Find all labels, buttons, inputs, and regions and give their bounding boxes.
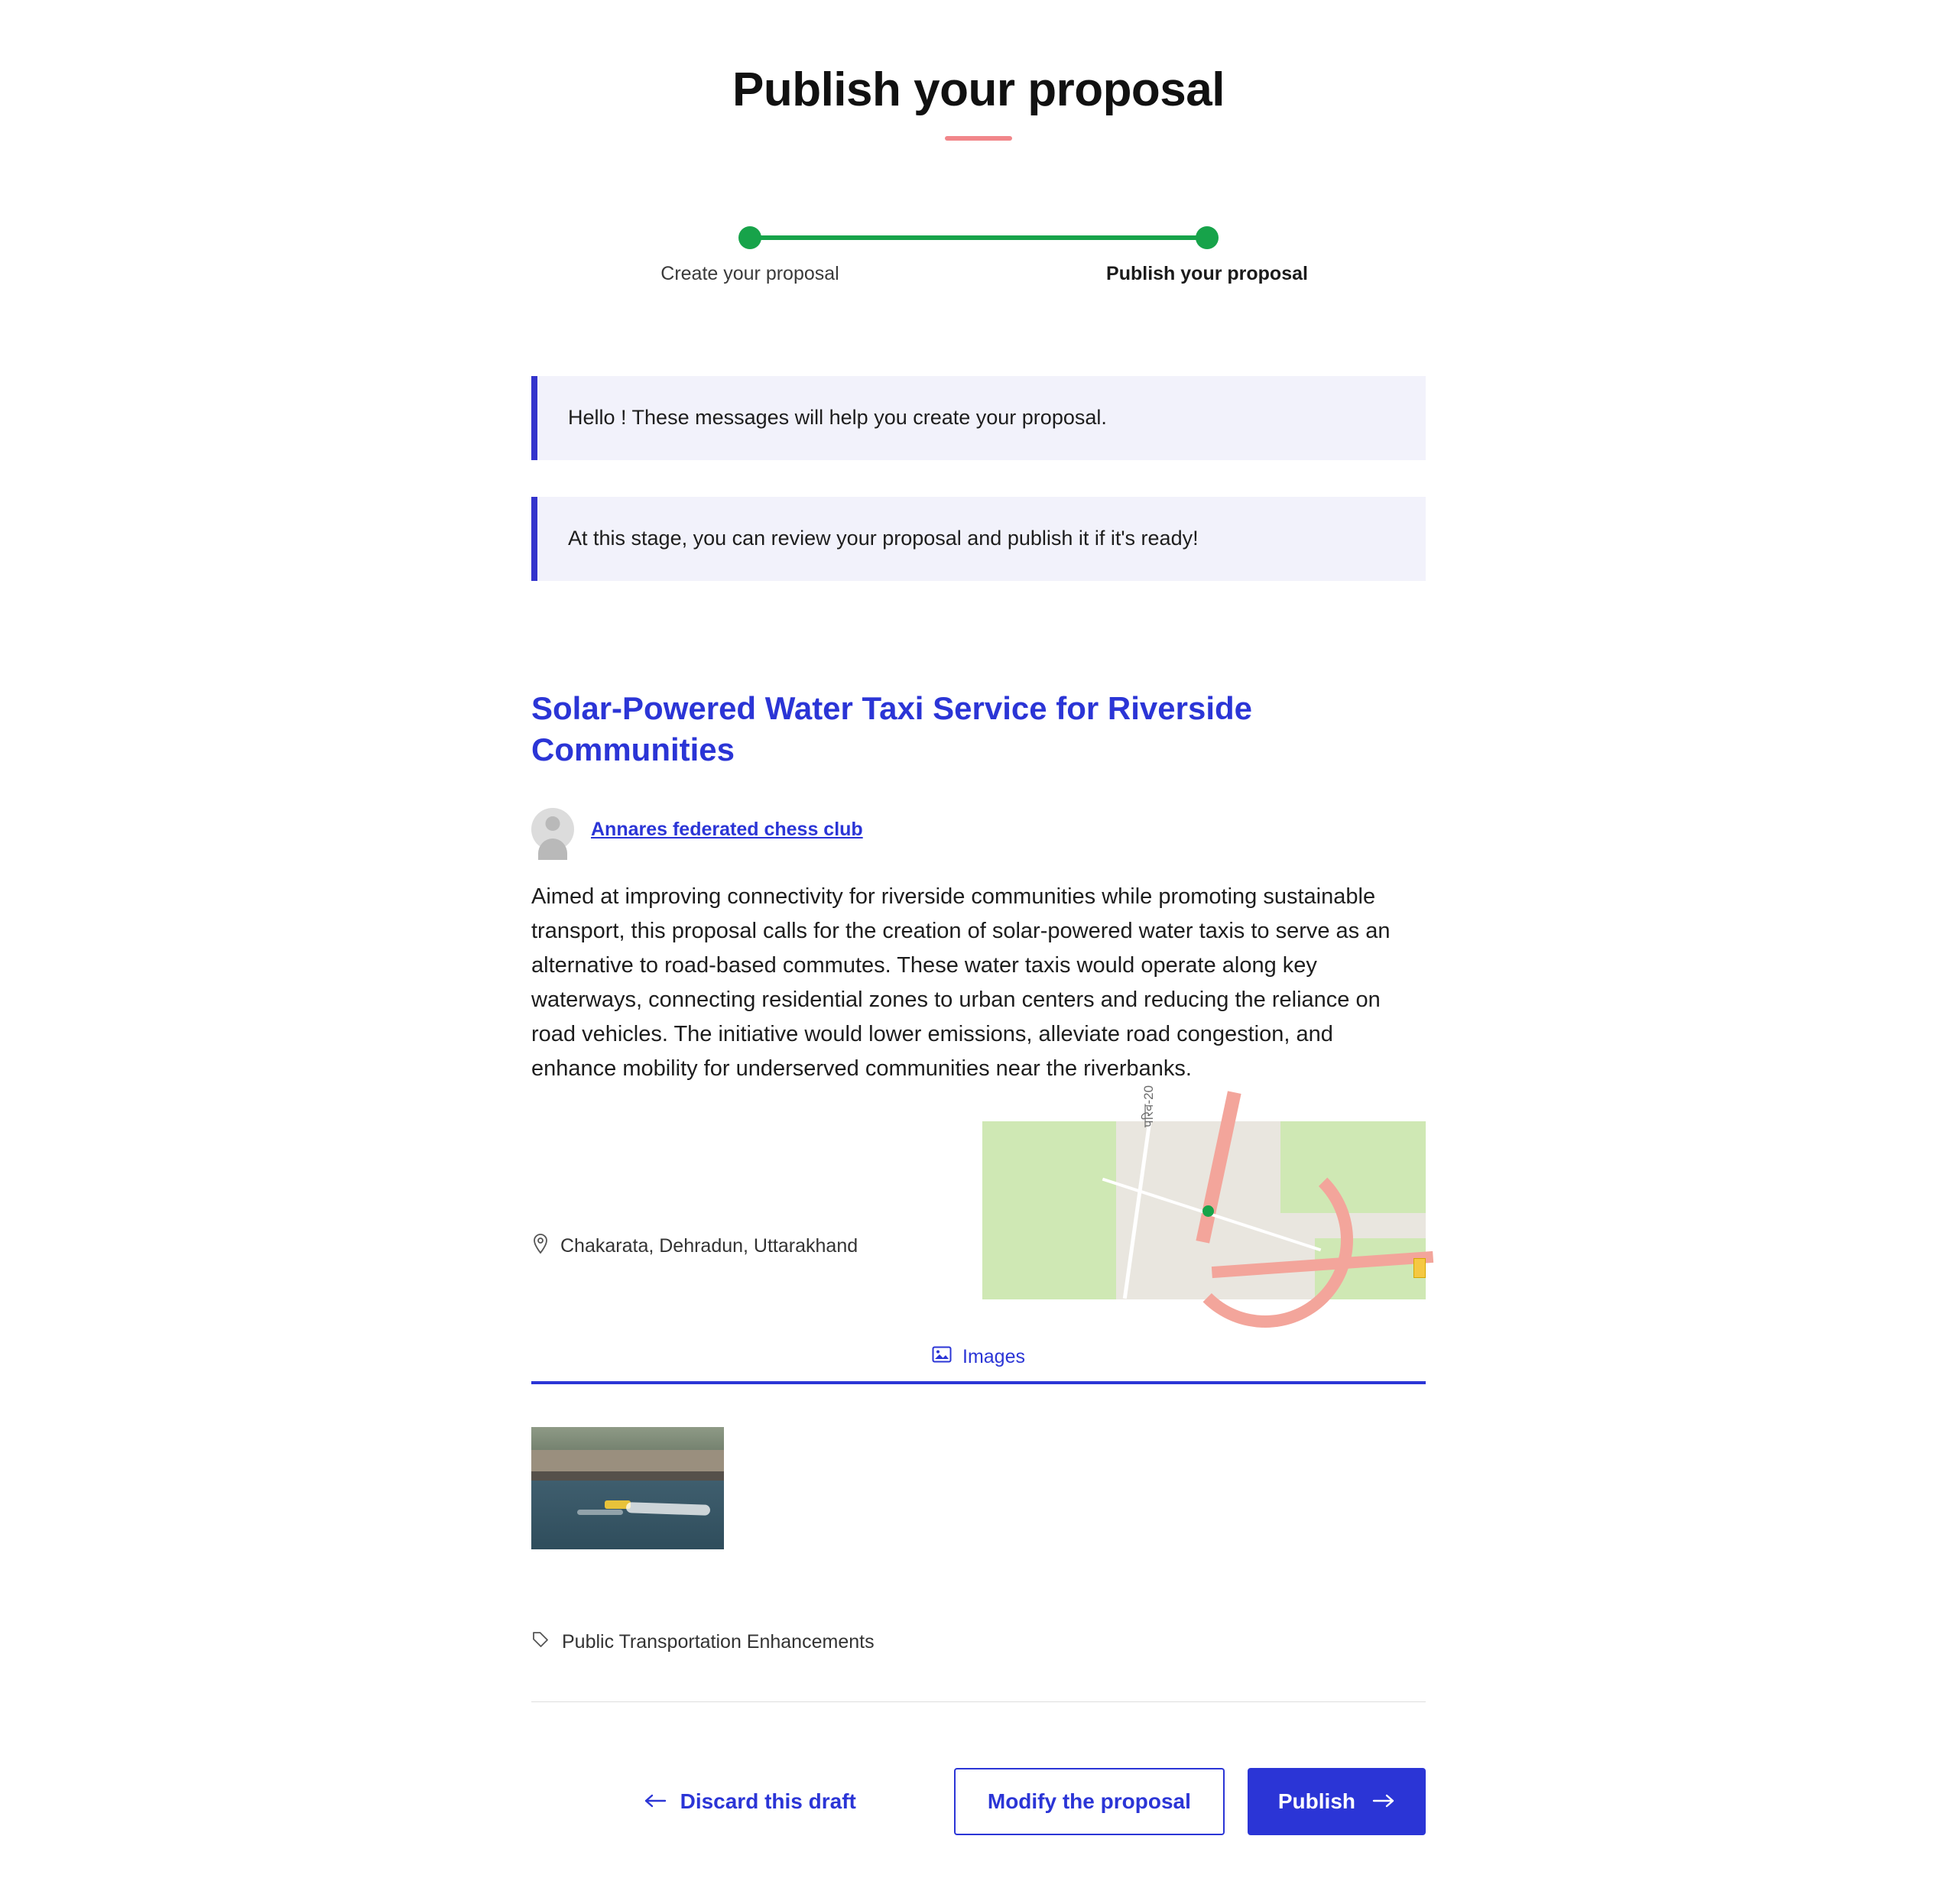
tab-images[interactable] xyxy=(932,1345,1025,1369)
step-label-publish: Publish your proposal xyxy=(1106,263,1308,285)
proposal-body: Aimed at improving connectivity for riverside communities while promoting sustainable transport, this proposal calls for the creation of solar-powered water taxis to serve as an alternative to road-based commutes. These water taxis would operate along key waterways, connecting residential zones to urban centers and reducing the reliance on road vehicles. The initiative would lower emissions, alleviate road congestion, and enhance mobility for underserved communities near the riverbanks. xyxy=(531,884,1391,1081)
page-title: Publish your proposal xyxy=(732,63,1225,116)
modify-proposal-label: Modify the proposal xyxy=(987,1789,1191,1813)
step-label-create: Create your proposal xyxy=(660,263,839,285)
tab-images-label: Images xyxy=(962,1345,1025,1367)
proposal-title: Solar-Powered Water Taxi Service for Riverside Communities xyxy=(531,689,1253,767)
proposal-preview xyxy=(531,688,1426,1904)
page-header xyxy=(0,64,1957,141)
publish-button[interactable] xyxy=(1248,1768,1426,1835)
title-underline xyxy=(945,136,1012,141)
image-icon xyxy=(932,1345,952,1369)
map-highway-shield-icon xyxy=(1413,1258,1426,1278)
author-link[interactable]: Annares federated chess club xyxy=(591,818,863,840)
attachment-tabs xyxy=(531,1345,1426,1384)
section-divider xyxy=(531,1701,1426,1702)
thumb-wake-secondary xyxy=(577,1510,623,1515)
discard-draft-button[interactable] xyxy=(628,1782,871,1821)
callout-greeting-text: Hello ! These messages will help you create your proposal. xyxy=(568,406,1107,430)
location-map-row xyxy=(531,1085,1426,1301)
image-thumbnails xyxy=(531,1427,1426,1549)
callout-review-text: At this stage, you can review your proposal and publish it if it's ready! xyxy=(568,526,1199,550)
step-dot-create xyxy=(738,226,761,249)
location-text: Chakarata, Dehradun, Uttarakhand xyxy=(560,1234,858,1257)
action-bar xyxy=(531,1768,1426,1904)
map-pin-icon xyxy=(531,1233,550,1260)
publish-label: Publish xyxy=(1277,1789,1355,1813)
location-map[interactable] xyxy=(982,1085,1426,1299)
stepper-track xyxy=(748,235,1209,240)
map-green-area-left xyxy=(982,1121,1116,1299)
progress-stepper xyxy=(527,223,1430,292)
content-column xyxy=(531,376,1426,1904)
callout-review xyxy=(531,497,1426,581)
map-location-marker xyxy=(1202,1205,1214,1217)
proposal-location xyxy=(531,1233,858,1260)
map-road-label: परिव-20 xyxy=(1141,1085,1156,1127)
map-road-minor-1 xyxy=(1123,1122,1151,1299)
avatar xyxy=(531,808,574,851)
step-dot-publish xyxy=(1196,226,1219,249)
image-thumbnail-water-taxi[interactable] xyxy=(531,1427,724,1549)
arrow-left-icon xyxy=(644,1789,667,1814)
tag-icon xyxy=(531,1630,550,1654)
modify-proposal-button[interactable] xyxy=(954,1768,1225,1835)
callout-greeting xyxy=(531,376,1426,460)
discard-draft-label: Discard this draft xyxy=(680,1789,856,1813)
author-row xyxy=(531,808,1426,851)
arrow-right-icon xyxy=(1372,1789,1395,1814)
proposal-category xyxy=(531,1630,1426,1654)
category-label: Public Transportation Enhancements xyxy=(562,1630,875,1653)
